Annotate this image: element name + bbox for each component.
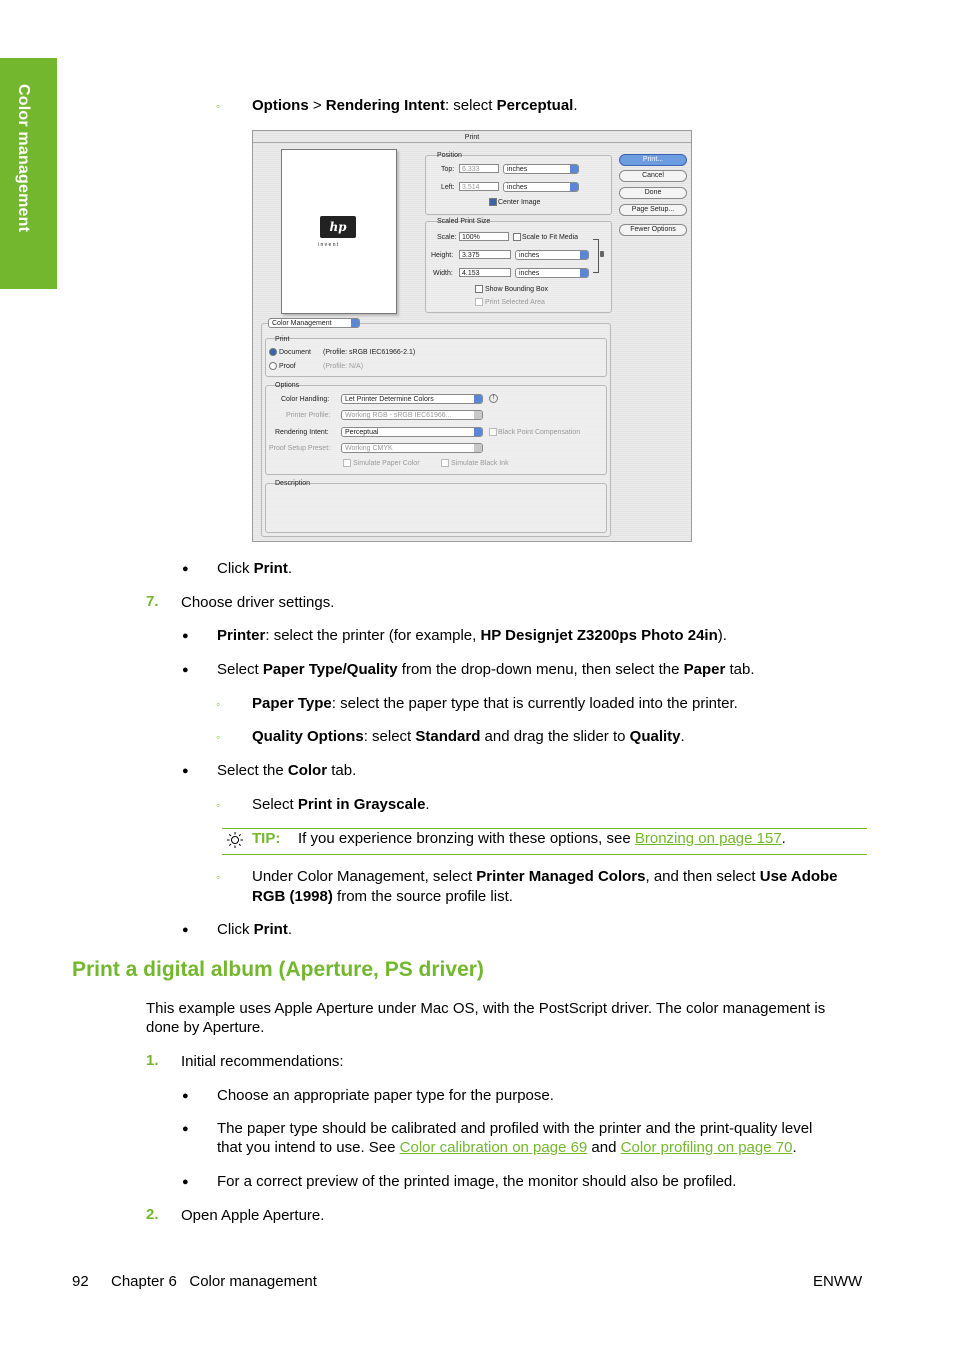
sub-bullet: ◦ bbox=[216, 870, 221, 884]
tip-text: If you experience bronzing with these options, see Bronzing on page 157. bbox=[298, 830, 786, 847]
scale-fit-checkbox[interactable] bbox=[513, 233, 521, 241]
color-management-popup[interactable]: Color Management bbox=[268, 318, 360, 328]
info-icon[interactable]: ! bbox=[489, 394, 498, 403]
lock-icon[interactable] bbox=[600, 251, 604, 257]
print-button[interactable]: Print... bbox=[619, 154, 687, 166]
bullet: ● bbox=[182, 664, 189, 676]
click-print-2: Click Print. bbox=[217, 921, 293, 938]
bullet: ● bbox=[182, 1123, 189, 1135]
preview-page bbox=[281, 149, 397, 314]
under-cm-line-2: RGB (1998) from the source profile list. bbox=[252, 888, 513, 905]
color-handling-popup[interactable]: Let Printer Determine Colors bbox=[341, 394, 483, 404]
print-dialog bbox=[252, 130, 692, 542]
color-calibration-link[interactable]: Color calibration on page 69 bbox=[399, 1139, 588, 1156]
scale-fit-label: Scale to Fit Media bbox=[522, 234, 579, 241]
step-rendering-intent: Options > Rendering Intent: select Perceptual. bbox=[252, 97, 578, 114]
proof-radio[interactable] bbox=[269, 362, 277, 370]
step-1-number: 1. bbox=[146, 1052, 159, 1069]
lightbulb-icon bbox=[226, 831, 244, 849]
intro-line-2: done by Aperture. bbox=[146, 1019, 265, 1036]
bullet: ● bbox=[182, 924, 189, 936]
height-label: Height: bbox=[431, 252, 454, 259]
left-field[interactable]: 3.514 bbox=[459, 182, 499, 191]
sim-paper-checkbox bbox=[343, 459, 351, 467]
paper-line: Select Paper Type/Quality from the drop-down menu, then select the Paper tab. bbox=[217, 661, 755, 678]
sub-bullet: ◦ bbox=[216, 730, 221, 744]
paper-type-line: Paper Type: select the paper type that is currently loaded into the printer. bbox=[252, 695, 738, 712]
proof-setup-popup: Working CMYK bbox=[341, 443, 483, 453]
page-setup-button[interactable]: Page Setup... bbox=[619, 204, 687, 216]
bullet: ● bbox=[182, 765, 189, 777]
under-cm-line-1: Under Color Management, select Printer Managed Colors, and then select Use Adobe bbox=[252, 868, 838, 885]
document-radio[interactable] bbox=[269, 348, 277, 356]
link-bracket bbox=[593, 239, 599, 273]
sim-ink-checkbox bbox=[441, 459, 449, 467]
bpc-label: Black Point Compensation bbox=[498, 429, 581, 436]
step-2-number: 2. bbox=[146, 1206, 159, 1223]
quality-line: Quality Options: select Standard and drag the slider to Quality. bbox=[252, 728, 685, 745]
print-selected-checkbox bbox=[475, 298, 483, 306]
click-print-1: Click Print. bbox=[217, 560, 293, 577]
left-label: Left: bbox=[441, 184, 455, 191]
proof-setup-label: Proof Setup Preset: bbox=[269, 445, 331, 452]
hp-logo-sub: i n v e n t bbox=[318, 242, 339, 248]
height-unit-popup[interactable]: inches bbox=[515, 250, 589, 260]
scale-field[interactable]: 100% bbox=[459, 232, 509, 241]
grayscale-line: Select Print in Grayscale. bbox=[252, 796, 430, 813]
printer-line: Printer: select the printer (for example, HP Designjet Z3200ps Photo 24in). bbox=[217, 627, 727, 644]
color-tab-line: Select the Color tab. bbox=[217, 762, 357, 779]
rec-3: For a correct preview of the printed image, the monitor should also be profiled. bbox=[217, 1173, 737, 1190]
position-label: Position bbox=[437, 152, 462, 159]
center-image-checkbox[interactable] bbox=[489, 198, 497, 206]
width-field[interactable]: 4.153 bbox=[459, 268, 511, 277]
top-label: Top: bbox=[441, 166, 455, 173]
sim-paper-label: Simulate Paper Color bbox=[353, 460, 420, 467]
print-selected-label: Print Selected Area bbox=[485, 299, 545, 306]
proof-label: Proof bbox=[279, 363, 296, 370]
section-heading: Print a digital album (Aperture, PS driver) bbox=[72, 958, 484, 981]
printer-profile-label: Printer Profile: bbox=[286, 412, 331, 419]
scaled-label: Scaled Print Size bbox=[437, 218, 491, 225]
step-2-text: Open Apple Aperture. bbox=[181, 1207, 325, 1224]
footer-chapter: Chapter 6 Color management bbox=[111, 1273, 317, 1290]
done-button[interactable]: Done bbox=[619, 187, 687, 199]
step-7-number: 7. bbox=[146, 593, 159, 610]
center-image-label: Center Image bbox=[498, 199, 541, 206]
step-1-text: Initial recommendations: bbox=[181, 1053, 344, 1070]
side-tab-label: Color management bbox=[15, 84, 32, 233]
fewer-options-button[interactable]: Fewer Options bbox=[619, 224, 687, 236]
page-number: 92 bbox=[72, 1273, 89, 1290]
printer-profile-popup: Working RGB - sRGB IEC61966... bbox=[341, 410, 483, 420]
rec-2-line-1: The paper type should be calibrated and profiled with the printer and the print-quality level bbox=[217, 1120, 813, 1137]
width-unit-popup[interactable]: inches bbox=[515, 268, 589, 278]
step-7-text: Choose driver settings. bbox=[181, 594, 335, 611]
footer-right: ENWW bbox=[813, 1273, 863, 1290]
side-tab bbox=[0, 58, 57, 289]
description-subgroup bbox=[265, 483, 607, 533]
sub-bullet: ◦ bbox=[216, 99, 221, 113]
description-label: Description bbox=[275, 480, 311, 487]
color-handling-label: Color Handling: bbox=[281, 396, 330, 403]
height-field[interactable]: 3.375 bbox=[459, 250, 511, 259]
document-label: Document bbox=[279, 349, 311, 356]
width-label: Width: bbox=[433, 270, 453, 277]
proof-profile: (Profile: N/A) bbox=[323, 363, 364, 370]
sub-bullet: ◦ bbox=[216, 697, 221, 711]
bullet: ● bbox=[182, 630, 189, 642]
sim-ink-label: Simulate Black Ink bbox=[451, 460, 509, 467]
left-unit-popup[interactable]: inches bbox=[503, 182, 579, 192]
hp-logo: hp bbox=[320, 216, 356, 238]
intro-line-1: This example uses Apple Aperture under Mac OS, with the PostScript driver. The color management is bbox=[146, 1000, 826, 1017]
print-subgroup bbox=[265, 338, 607, 377]
options-group-label: Options bbox=[275, 382, 300, 389]
rec-1: Choose an appropriate paper type for the purpose. bbox=[217, 1087, 554, 1104]
cancel-button[interactable]: Cancel bbox=[619, 170, 687, 182]
bullet: ● bbox=[182, 1090, 189, 1102]
scale-label: Scale: bbox=[437, 234, 457, 241]
sub-bullet: ◦ bbox=[216, 798, 221, 812]
rendering-intent-label: Rendering Intent: bbox=[275, 429, 329, 436]
rec-2-line-2: that you intend to use. See Color calibration on page 69 and Color profiling on page 70. bbox=[217, 1139, 797, 1156]
bbox-label: Show Bounding Box bbox=[485, 286, 549, 293]
print-group-label: Print bbox=[275, 336, 290, 343]
color-profiling-link[interactable]: Color profiling on page 70 bbox=[620, 1139, 793, 1156]
rendering-intent-popup[interactable]: Perceptual bbox=[341, 427, 483, 437]
bullet: ● bbox=[182, 563, 189, 575]
document-profile: (Profile: sRGB IEC61966-2.1) bbox=[323, 349, 416, 356]
bpc-checkbox bbox=[489, 428, 497, 436]
top-unit-popup[interactable]: inches bbox=[503, 164, 579, 174]
tip-label: TIP: bbox=[252, 830, 281, 847]
bullet: ● bbox=[182, 1176, 189, 1188]
bronzing-link[interactable]: Bronzing on page 157 bbox=[634, 830, 782, 847]
top-field[interactable]: 6.333 bbox=[459, 164, 499, 173]
dialog-title: Print bbox=[464, 134, 480, 141]
bbox-checkbox[interactable] bbox=[475, 285, 483, 293]
